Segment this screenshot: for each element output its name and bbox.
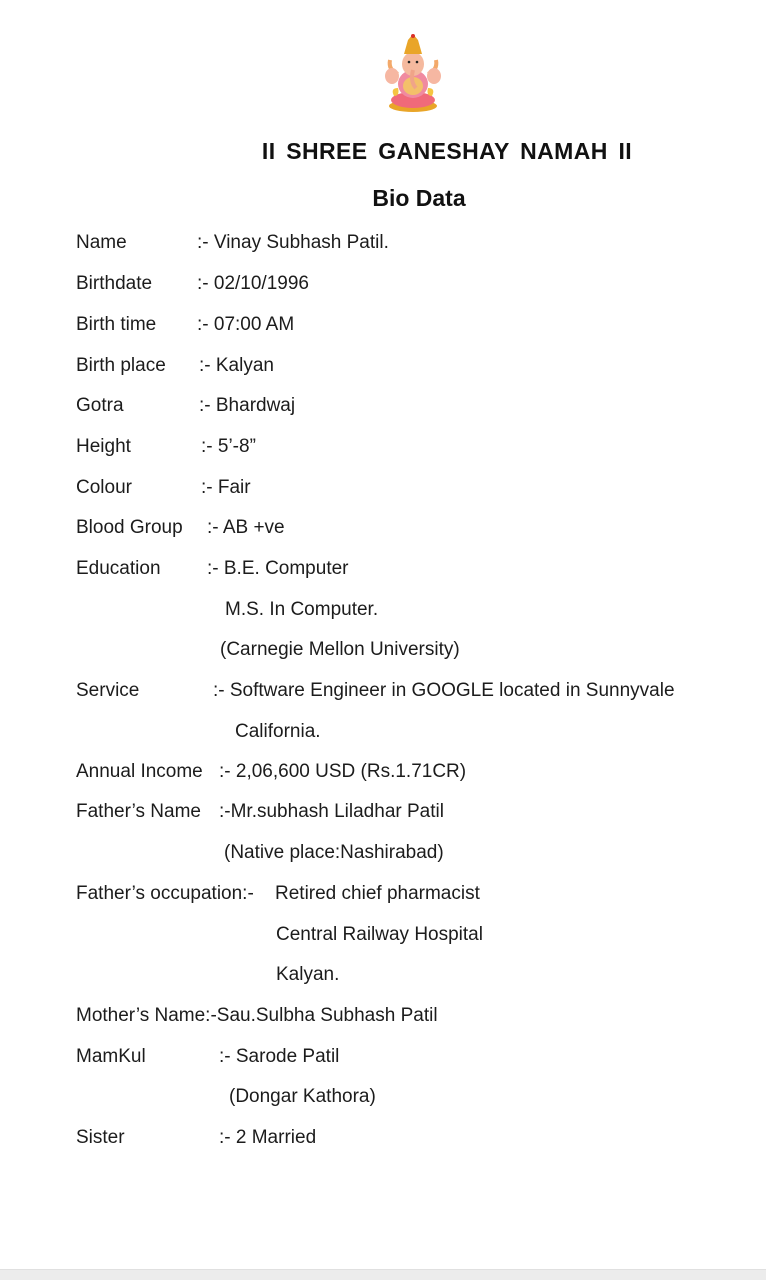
invocation-heading: II SHREE GANESHAY NAMAH II (261, 138, 633, 164)
fathers-name-line-2: (Native place:Nashirabad) (224, 842, 444, 863)
bottom-bar (0, 1269, 766, 1280)
birth-place-value: :- Kalyan (199, 355, 274, 376)
annual-income-value: :- 2,06,600 USD (Rs.1.71CR) (219, 761, 467, 782)
fathers-name-value: :-Mr.subhash Liladhar Patil (219, 801, 444, 822)
annual-income-label: Annual Income (76, 761, 203, 782)
page-title: Bio Data (372, 185, 466, 211)
birth-time-value: :- 07:00 AM (197, 314, 295, 335)
fathers-occupation-value: Retired chief pharmacist (275, 883, 480, 904)
fathers-name-label: Father’s Name (76, 801, 201, 822)
birth-time-label: Birth time (76, 314, 157, 335)
mamkul-value: :- Sarode Patil (219, 1046, 340, 1067)
height-value: :- 5’-8” (201, 436, 256, 457)
fathers-occupation-line-3: Kalyan. (276, 964, 340, 985)
colour-label: Colour (76, 477, 132, 498)
mothers-name-line: Mother’s Name:-Sau.Sulbha Subhash Patil (76, 1005, 438, 1026)
gotra-label: Gotra (76, 395, 124, 416)
service-value: :- Software Engineer in GOOGLE located in Sunnyvale (213, 680, 675, 701)
name-value: :- Vinay Subhash Patil. (197, 232, 389, 253)
service-label: Service (76, 680, 140, 701)
height-label: Height (76, 436, 131, 457)
name-label: Name (76, 232, 127, 253)
education-label: Education (76, 558, 161, 579)
gotra-value: :- Bhardwaj (199, 395, 296, 416)
birthdate-label: Birthdate (76, 273, 153, 294)
education-value: :- B.E. Computer (207, 558, 349, 579)
sister-value: :- 2 Married (219, 1127, 317, 1148)
blood-group-label: Blood Group (76, 517, 183, 538)
education-line-2: M.S. In Computer. (225, 599, 379, 620)
ganesha-icon (380, 30, 446, 114)
birth-place-label: Birth place (76, 355, 166, 376)
fathers-occupation-line-2: Central Railway Hospital (276, 924, 483, 945)
mamkul-line-2: (Dongar Kathora) (229, 1086, 376, 1107)
fathers-occupation-label: Father’s occupation:- (76, 883, 254, 904)
service-line-2: California. (235, 721, 321, 742)
birthdate-value: :- 02/10/1996 (197, 273, 309, 294)
colour-value: :- Fair (201, 477, 251, 498)
blood-group-value: :- AB +ve (207, 517, 285, 538)
sister-label: Sister (76, 1127, 125, 1148)
mamkul-label: MamKul (76, 1046, 146, 1067)
education-line-3: (Carnegie Mellon University) (220, 639, 460, 660)
